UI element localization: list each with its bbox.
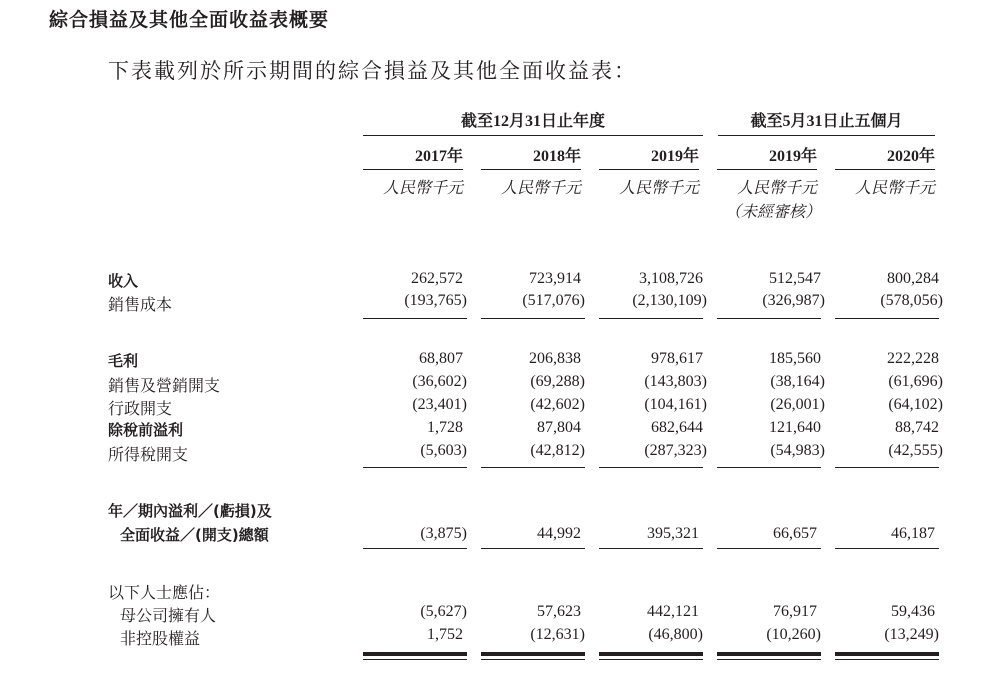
row-label-income-tax: 所得稅開支: [108, 447, 189, 464]
cell-cost-2020-5m: (578,056): [880, 292, 943, 309]
cell-revenue-2020-5m: 800,284: [887, 270, 939, 287]
cell-nci-2019-5m: (10,260): [766, 626, 821, 643]
closing-rule-thin-2: [481, 659, 585, 660]
cell-cost-2019-5m: (326,987): [762, 292, 825, 309]
row-label-total-line2: 全面收益／(開支)總額: [120, 526, 269, 544]
cell-admin-2019: (104,161): [644, 396, 707, 413]
row-label-total-line1: 年／期內溢利／(虧損)及: [108, 502, 272, 520]
total-rule-4: [717, 548, 821, 549]
col-header-2018: 2018年: [532, 148, 581, 165]
group-rule-five-month: [718, 135, 935, 136]
row-label-owners: 母公司擁有人: [120, 608, 217, 625]
cell-owners-2018: 57,623: [537, 603, 581, 620]
cell-gross-2020-5m: 222,228: [887, 350, 939, 367]
cell-cost-2018: (517,076): [522, 292, 585, 309]
row-label-attributable: 以下人士應佔：: [108, 585, 221, 602]
cell-pbt-2019: 682,644: [651, 419, 703, 436]
cell-nci-2017: 1,752: [427, 626, 463, 643]
cell-gross-2018: 206,838: [529, 350, 581, 367]
cell-total-2019-5m: 66,657: [773, 525, 817, 542]
subtotal-rule-b3: [599, 467, 703, 468]
total-rule-2: [481, 548, 585, 549]
cell-total-2017: (3,875): [420, 525, 467, 542]
col-header-2019-5m: 2019年: [768, 148, 817, 165]
col-rule-4: [717, 169, 817, 170]
cell-revenue-2019-5m: 512,547: [769, 270, 821, 287]
closing-rule-thick-1: [363, 652, 467, 656]
cell-pbt-2018: 87,804: [537, 419, 581, 436]
col-header-2017: 2017年: [414, 148, 463, 165]
cell-revenue-2019: 3,108,726: [639, 270, 703, 287]
subtotal-rule-b1: [363, 467, 467, 468]
closing-rule-thin-5: [835, 659, 939, 660]
subtotal-rule-1: [363, 318, 467, 319]
cell-tax-2019-5m: (54,983): [770, 442, 825, 459]
closing-rule-thick-5: [835, 652, 939, 656]
col-rule-1: [363, 169, 463, 170]
subtotal-rule-2: [481, 318, 585, 319]
row-label-cost-of-sales: 銷售成本: [108, 297, 173, 314]
subtotal-rule-b4: [717, 467, 821, 468]
cell-admin-2018: (42,602): [530, 396, 585, 413]
row-label-gross-profit: 毛利: [108, 352, 139, 370]
cell-pbt-2019-5m: 121,640: [769, 419, 821, 436]
cell-nci-2020-5m: (13,249): [884, 626, 939, 643]
cell-admin-2019-5m: (26,001): [770, 396, 825, 413]
row-label-revenue: 收入: [108, 272, 139, 290]
cell-nci-2019: (46,800): [648, 626, 703, 643]
closing-rule-thin-4: [717, 659, 821, 660]
cell-admin-2017: (23,401): [412, 396, 467, 413]
cell-gross-2019-5m: 185,560: [769, 350, 821, 367]
cell-selling-2019-5m: (38,164): [770, 373, 825, 390]
cell-owners-2019-5m: 76,917: [773, 603, 817, 620]
total-rule-3: [599, 548, 703, 549]
cell-pbt-2020-5m: 88,742: [895, 419, 939, 436]
cell-nci-2018: (12,631): [530, 626, 585, 643]
row-label-nci: 非控股權益: [120, 631, 201, 648]
cell-tax-2017: (5,603): [420, 442, 467, 459]
closing-rule-thick-2: [481, 652, 585, 656]
row-label-admin-expenses: 行政開支: [108, 401, 173, 418]
cell-revenue-2018: 723,914: [529, 270, 581, 287]
closing-rule-thin-1: [363, 659, 467, 660]
cell-gross-2019: 978,617: [651, 350, 703, 367]
intro-text: 下表載列於所示期間的綜合損益及其他全面收益表：: [108, 59, 637, 83]
col-rule-2: [481, 169, 581, 170]
closing-rule-thick-3: [599, 652, 703, 656]
cell-pbt-2017: 1,728: [427, 419, 463, 436]
subtotal-rule-4: [717, 318, 821, 319]
cell-selling-2018: (69,288): [530, 373, 585, 390]
subtotal-rule-3: [599, 318, 703, 319]
total-rule-1: [363, 548, 467, 549]
unit-2018: 人民幣千元: [500, 180, 581, 197]
cell-revenue-2017: 262,572: [411, 270, 463, 287]
cell-cost-2017: (193,765): [404, 292, 467, 309]
group-header-five-month: 截至5月31日止五個月: [750, 113, 903, 130]
cell-admin-2020-5m: (64,102): [888, 396, 943, 413]
group-rule-annual: [363, 135, 703, 136]
cell-tax-2019: (287,323): [644, 442, 707, 459]
cell-selling-2019: (143,803): [644, 373, 707, 390]
subtotal-rule-b2: [481, 467, 585, 468]
col-header-2020-5m: 2020年: [886, 148, 935, 165]
cell-total-2018: 44,992: [537, 525, 581, 542]
cell-owners-2019: 442,121: [647, 603, 699, 620]
closing-rule-thick-4: [717, 652, 821, 656]
cell-total-2019: 395,321: [647, 525, 699, 542]
subtotal-rule-b5: [835, 467, 939, 468]
cell-owners-2017: (5,627): [420, 603, 467, 620]
cell-selling-2017: (36,602): [412, 373, 467, 390]
col-rule-3: [599, 169, 699, 170]
row-label-profit-before-tax: 除稅前溢利: [108, 421, 184, 439]
cell-selling-2020-5m: (61,696): [888, 373, 943, 390]
unaudited-note: （未經審核）: [724, 204, 821, 221]
col-rule-5: [835, 169, 935, 170]
total-rule-5: [835, 548, 939, 549]
cell-gross-2017: 68,807: [419, 350, 463, 367]
cell-owners-2020-5m: 59,436: [891, 603, 935, 620]
cell-tax-2018: (42,812): [530, 442, 585, 459]
cell-cost-2019: (2,130,109): [632, 292, 707, 309]
subtotal-rule-5: [835, 318, 939, 319]
row-label-selling-expenses: 銷售及營銷開支: [108, 378, 221, 395]
group-header-annual: 截至12月31日止年度: [460, 113, 605, 130]
unit-2019: 人民幣千元: [618, 180, 699, 197]
closing-rule-thin-3: [599, 659, 703, 660]
cell-tax-2020-5m: (42,555): [888, 442, 943, 459]
unit-2019-5m: 人民幣千元: [736, 180, 817, 197]
col-header-2019: 2019年: [650, 148, 699, 165]
cell-total-2020-5m: 46,187: [891, 525, 935, 542]
unit-2020-5m: 人民幣千元: [854, 180, 935, 197]
section-heading: 綜合損益及其他全面收益表概要: [49, 9, 330, 31]
unit-2017: 人民幣千元: [382, 180, 463, 197]
